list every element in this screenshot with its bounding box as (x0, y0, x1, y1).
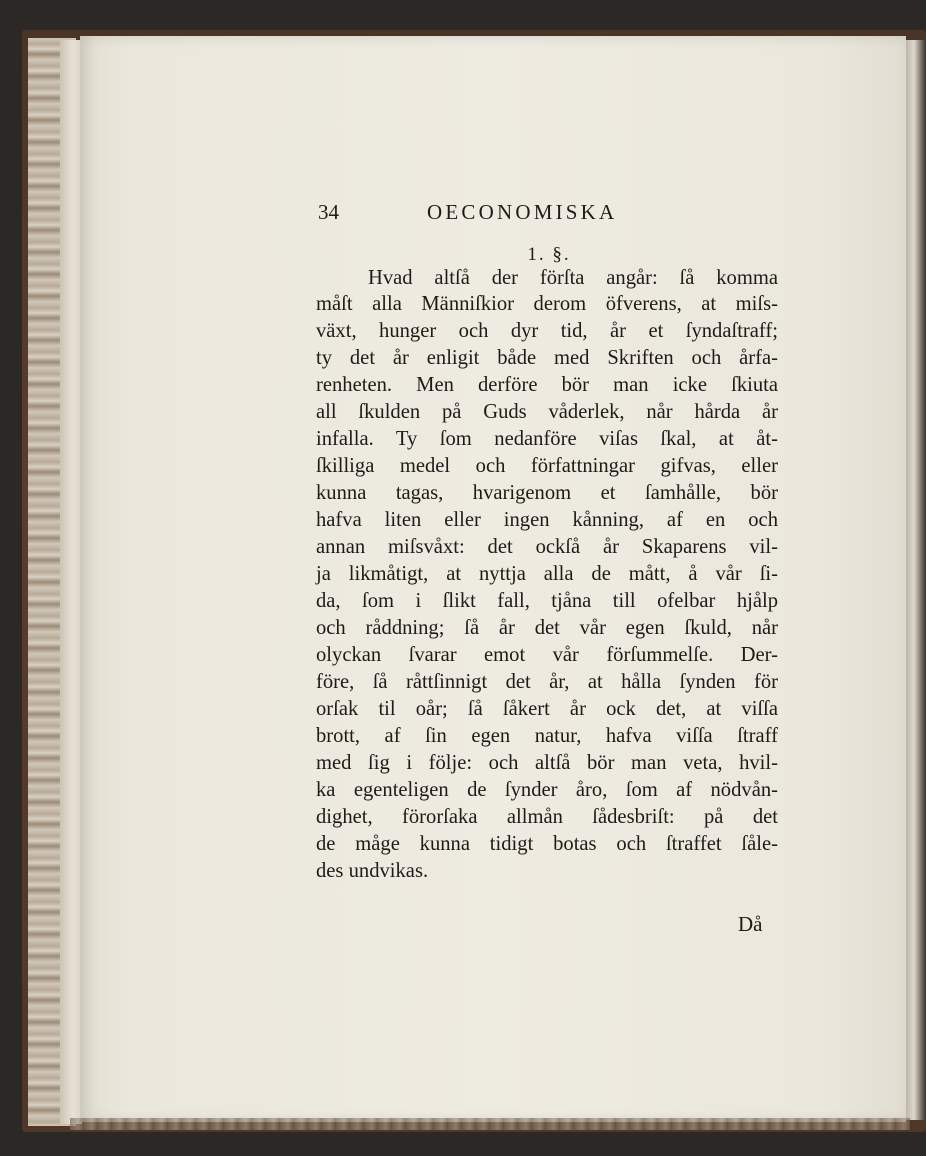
page-header (318, 200, 670, 232)
text-line: med ſig i följe: och altſå bör man veta, hvil- (316, 752, 778, 774)
text-line: olyckan ſvarar emot vår förſummelſe. Der- (316, 644, 778, 666)
page-edge-right (906, 40, 926, 1120)
text-line: infalla. Ty ſom nedanföre viſas ſkal, at åt- (316, 428, 778, 450)
section-heading: 1. §. (527, 244, 571, 265)
page-edges-bottom (70, 1118, 910, 1130)
text-line: ty det år enligit både med Skriften och årfa- (316, 347, 778, 369)
text-line: de måge kunna tidigt botas och ſtraffet ſåle- (316, 833, 778, 855)
text-line: Hvad altſå der förſta angår: ſå komma (368, 267, 778, 289)
text-line: ſkilliga medel och författningar gifvas, eller (316, 455, 778, 477)
text-line: måſt alla Männiſkior derom öfverens, at miſs- (316, 293, 778, 315)
page-number: 34 (318, 200, 339, 224)
text-line: och råddning; ſå år det vår egen ſkuld, når (316, 617, 778, 639)
text-line: ka egenteligen de ſynder åro, ſom af nödvån- (316, 779, 778, 801)
text-line: dighet, förorſaka allmån ſådesbriſt: på det (316, 806, 778, 828)
text-line: före, ſå råttſinnigt det år, at hålla ſynden för (316, 671, 778, 693)
text-line: da, ſom i ſlikt fall, tjåna till ofelbar hjålp (316, 590, 778, 612)
text-line: kunna tagas, hvarigenom et ſamhålle, bör (316, 482, 778, 504)
page-gutter (60, 40, 82, 1124)
text-line: orſak til oår; ſå ſåkert år ock det, at viſſa (316, 698, 778, 720)
text-line: brott, af ſin egen natur, hafva viſſa ſtraff (316, 725, 778, 747)
catchword: Då (738, 912, 763, 936)
text-line: växt, hunger och dyr tid, år et ſyndaſtraff; (316, 320, 778, 342)
text-line: ja likmåtigt, at nyttja alla de mått, å vår ſi- (316, 563, 778, 585)
running-title: OECONOMISKA (427, 200, 618, 224)
text-line: renheten. Men derföre bör man icke ſkiuta (316, 374, 778, 396)
text-line-last: des undvikas. (316, 860, 429, 882)
text-line: hafva liten eller ingen kånning, af en och (316, 509, 778, 531)
text-line: annan miſsvåxt: det ockſå år Skaparens vil- (316, 536, 778, 558)
text-line: all ſkulden på Guds våderlek, når hårda år (316, 401, 778, 423)
